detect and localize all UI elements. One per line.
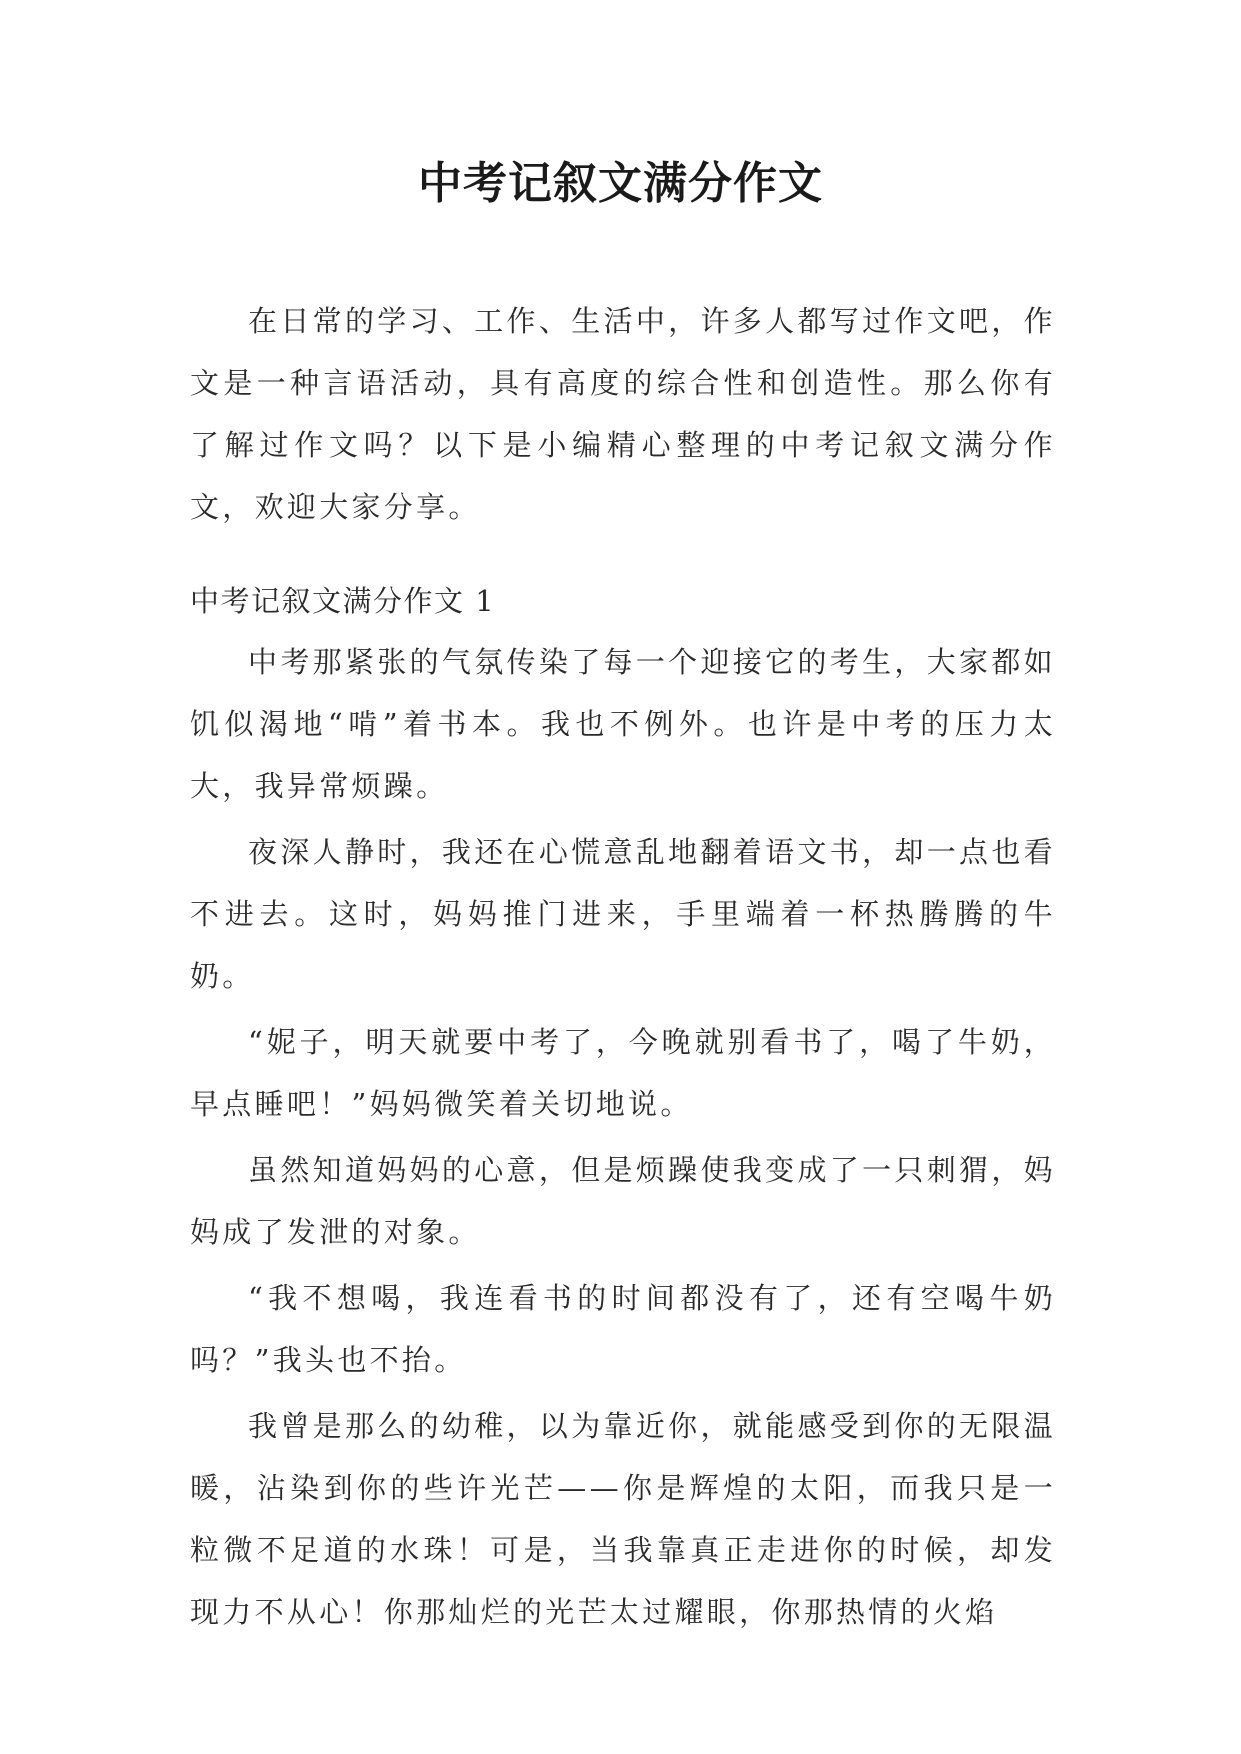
essay-section: [190, 570, 1056, 1647]
intro-block: [190, 290, 1056, 538]
document-title: 中考记叙文满分作文: [418, 158, 823, 209]
section-heading: 中考记叙文满分作文 1: [190, 584, 496, 618]
essay-paragraph-5: “我不想喝，我连看书的时间都没有了，还有空喝牛奶吗？”我头也不抬。: [190, 1281, 1056, 1377]
essay-paragraph-6: 我曾是那么的幼稚，以为靠近你，就能感受到你的无限温暖，沾染到你的些许光芒——你是辉煌的太阳，而我只是一粒微不足道的水珠！可是，当我靠真正走进你的时候，却发现力不从心！你那灿烂的光芒太过耀眼，你那热情的火焰: [190, 1409, 1056, 1629]
essay-paragraph-1: 中考那紧张的气氛传染了每一个迎接它的考生，大家都如饥似渴地“啃”着书本。我也不例外。也许是中考的压力太大，我异常烦躁。: [190, 645, 1056, 803]
essay-paragraph-4: 虽然知道妈妈的心意，但是烦躁使我变成了一只刺猬，妈妈成了发泄的对象。: [190, 1153, 1056, 1249]
intro-paragraph: 在日常的学习、工作、生活中，许多人都写过作文吧，作文是一种言语活动，具有高度的综合性和创造性。那么你有了解过作文吗？以下是小编精心整理的中考记叙文满分作文，欢迎大家分享。: [190, 304, 1056, 524]
essay-paragraph-2: 夜深人静时，我还在心慌意乱地翻着语文书，却一点也看不进去。这时，妈妈推门进来，手里端着一杯热腾腾的牛奶。: [190, 835, 1056, 993]
essay-paragraph-3: “妮子，明天就要中考了，今晚就别看书了，喝了牛奶，早点睡吧！”妈妈微笑着关切地说。: [190, 1025, 1056, 1121]
